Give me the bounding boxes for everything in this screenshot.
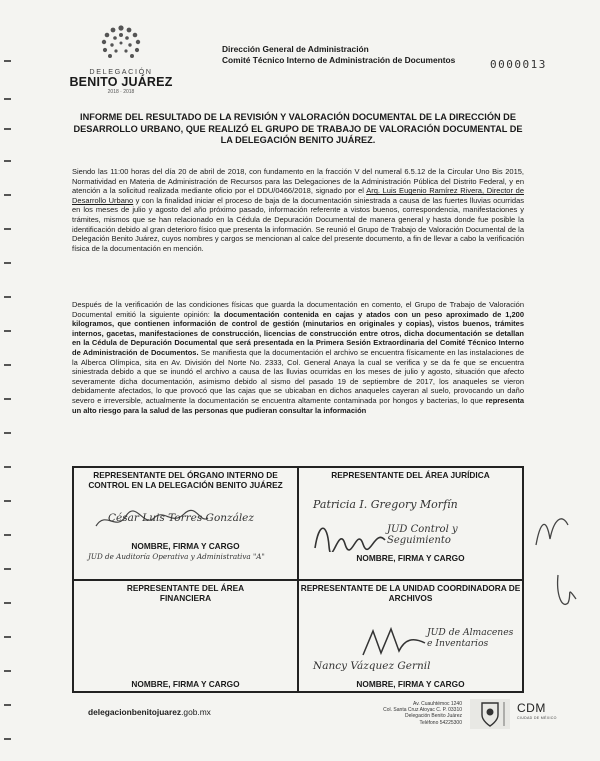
address-line-2: Col. Santa Cruz Atoyac C. P. 03310	[383, 707, 462, 714]
p2-bold-1: la documentación contenida en cajas y atados con un peso aproximado de 1,200 kilogramos, que contienen información de control de gestión (minutarios en originales y copias), vistos buenos, trámites internos, gacetas, manifestaciones de construcción, licencias de construcción entre otros, dicha documentación se detallan en la Cédula de Depuración Documental que será presentada en la Primera Sesión Extraordinaria del Comité Técnico Interno de Administración de Documentos.	[72, 309, 525, 357]
footer-url-rest: .gob.mx	[181, 707, 211, 717]
juridica-handwritten-role: JUD Control y Seguimiento	[387, 524, 458, 546]
cdm-subtitle: CIUDAD DE MÉXICO	[517, 716, 557, 720]
p2-text-b: Se manifiesta que la documentación el archivo se encuentra físicamente en las instalaciones de la Alberca Olímpica, sita en Av. División del Norte No. 2333, Col. General Anaya la cual se verifica y se da fe que se encuentra siniestrada debido a que se inundó el archivo a causa de las lluvias ocurridas en los meses de julio y agosto, situación que afecto severamente dicha documentación, asimismo debido al sismo del pasado 19 de septiembre de 2017, los anaqueles se vieron debidamente afectados, lo que provocó que las cajas que se ubicaban en dichos anaqueles cayeran al suelo, provocando un daño severo e irreversible, actualmente la documentación se encuentra altamente contaminada por hongos y bacterias, lo que	[72, 347, 524, 405]
logo-years: 2018 · 2018	[107, 89, 135, 95]
header-line-2: Comité Técnico Interno de Administración de Documentos	[222, 55, 456, 65]
juridica-title: REPRESENTANTE DEL ÁREA JURÍDICA	[331, 470, 490, 480]
logo-name: BENITO JUÁREZ	[69, 75, 173, 89]
juridica-footer: NOMBRE, FIRMA Y CARGO	[356, 553, 465, 563]
oic-handwritten-name: César Luis Torres González	[108, 512, 254, 524]
p1-text-a: Siendo las 11:00 horas del día 20 de abril de 2018, con fundamento en la fracción V del numeral 6.5.12 de la Circular Uno Bis 2015, Normatividad en Materia de Administración de Recursos para las Delegaciones de la Administración Pública del Distrito Federal, y en atención a la solicitud realizada mediante oficio por el DDU/0466/2018, signado por el	[72, 167, 524, 196]
folio-number: 0000013	[490, 58, 547, 71]
address-line-3: Delegación Benito Juárez	[405, 713, 462, 720]
p2-bold-2: representa un alto riesgo para la salud de las personas que pudieran consultar la información	[72, 395, 524, 415]
archivos-handwritten-role: JUD de Almacenes e Inventarios	[427, 626, 514, 649]
logo-delegacion: DELEGACIÓN	[89, 67, 153, 76]
document-title: INFORME DEL RESULTADO DE LA REVISIÓN Y VALORACIÓN DOCUMENTAL DE LA DIRECCIÓN DE DESARROLLO URBANO, QUE REALIZÓ EL GRUPO DE TRABAJO DE VALORACIÓN DOCUMENTAL DE LA DELEGACIÓN BENITO JUÁREZ.	[73, 112, 523, 145]
signature-cell-juridica	[298, 467, 523, 580]
signature-scribble-juridica	[309, 518, 389, 552]
archivos-footer: NOMBRE, FIRMA Y CARGO	[356, 679, 465, 689]
signature-table	[72, 466, 524, 693]
financiera-footer: NOMBRE, FIRMA Y CARGO	[131, 679, 240, 689]
footer-url-bold: delegacionbenitojuarez	[88, 707, 182, 717]
cdm-logo: CDM	[517, 701, 546, 715]
paragraph-1	[72, 167, 524, 253]
archivos-title: REPRESENTANTE DE LA UNIDAD COORDINADORA DE ARCHIVOS	[300, 582, 521, 603]
archivos-handwritten-name: Nancy Vázquez Gernil	[313, 659, 431, 672]
signature-scribble-archivos	[359, 625, 429, 659]
oic-footer: NOMBRE, FIRMA Y CARGO	[131, 541, 240, 551]
address-line-1: Av. Cuauhtémoc 1240	[412, 701, 462, 707]
logo-dots-icon	[96, 24, 146, 64]
footer-address	[352, 701, 462, 726]
oic-handwritten-role: JUD de Auditoría Operativa y Administrativa "A"	[88, 552, 265, 561]
header-lines	[222, 44, 455, 66]
binder-marks	[0, 0, 14, 761]
signature-cell-oic	[73, 467, 298, 580]
paragraph-2	[72, 300, 524, 415]
p1-text-b: y con la finalidad iniciar el proceso de baja de la documentación siniestrada a causa de las fuertes lluvias ocurridas en los meses de julio y agosto del año próximo pasado, información referente a vistos buenos, correspondencia, manifestaciones y trámites, mismos que se han relacionado en la Cédula de Depuración Documental de manera general y hasta donde fue posible la identificación debido al gran deterioro físico que presenta la información. Se reunió el Grupo de Trabajo de Valoración Documental de la Delegación Benito Juárez, cuyos nombres y cargos se mencionan al calce del presente documento, a fin de llevar a cabo la verificación física de la documentación en mención.	[72, 195, 524, 253]
p1-underlined: Arq. Luis Eugenio Ramírez Rivera, Director de Desarrollo Urbano	[72, 186, 524, 205]
signature-cell-financiera	[73, 580, 298, 693]
oic-title: REPRESENTANTE DEL ÓRGANO INTERNO DE CONTROL EN LA DELEGACIÓN BENITO JUÁREZ	[88, 470, 283, 490]
city-shield-icon	[470, 699, 510, 729]
signature-cell-archivos	[298, 580, 523, 693]
financiera-title: REPRESENTANTE DEL ÁREA FINANCIERA	[126, 582, 245, 603]
address-line-4: Teléfono 54225300	[419, 719, 462, 726]
delegation-logo	[62, 24, 180, 95]
footer-website	[88, 707, 211, 717]
p2-text-a: Después de la verificación de las condiciones físicas que guarda la documentación en comento, el Grupo de Trabajo de Valoración Documental emitió la siguiente opinión:	[72, 300, 524, 319]
juridica-handwritten-name: Patricia I. Gregory Morfín	[313, 498, 458, 511]
header-line-1: Dirección General de Administración	[222, 44, 369, 54]
margin-initials	[528, 505, 588, 655]
